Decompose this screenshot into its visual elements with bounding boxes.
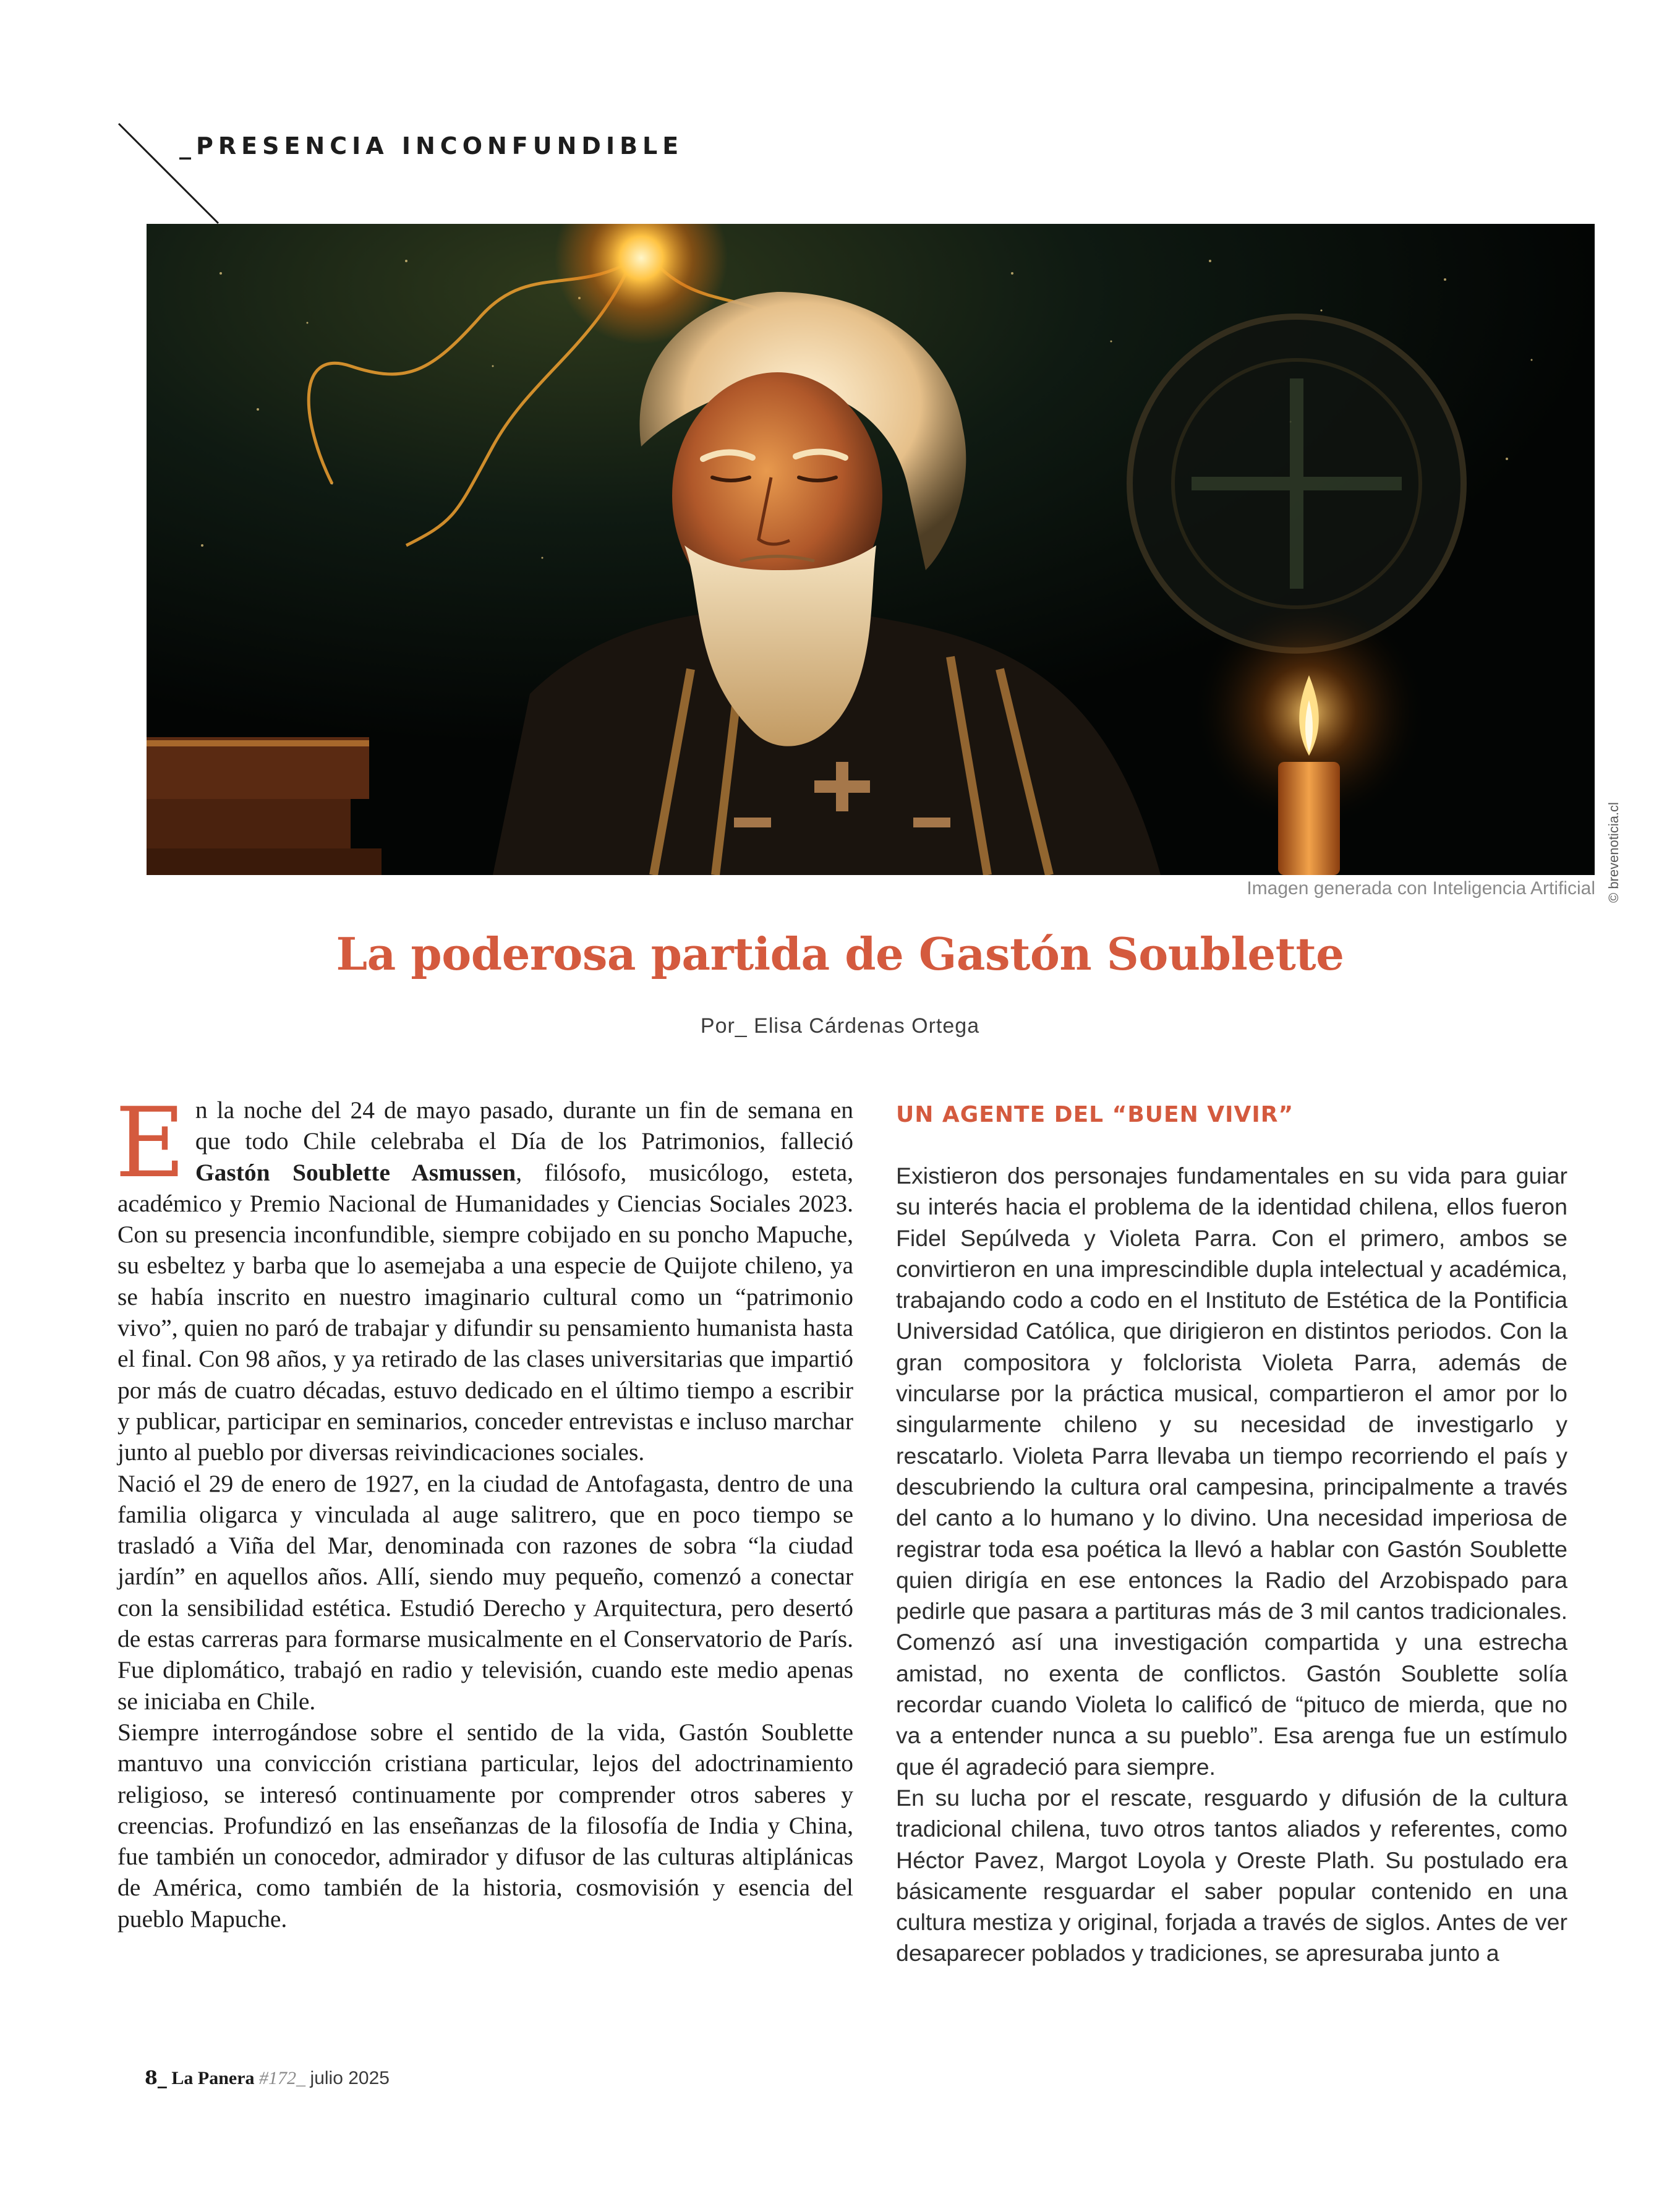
hero-illustration [147, 224, 1595, 875]
section-label: _PRESENCIA INCONFUNDIBLE [179, 132, 684, 160]
page-number: 8_ [145, 2067, 167, 2089]
intro-paragraph [115, 1087, 853, 1468]
image-credit: © brevenoticia.cl [1606, 802, 1621, 903]
article-byline: Por_ Elisa Cárdenas Ortega [700, 1014, 980, 1038]
paragraph-birth: Nació el 29 de enero de 1927, en la ciudad de Antofagasta, dentro de una familia oligarca y vinculada al auge salitrero, que en poco tiempo se trasladó a Viña del Mar, denominada con razones de sobra “la ciudad jardín” en aquellos años. Allí, siendo muy pequeño, comenzó a conectar con la sensibilidad estética. Estudió Derecho y Arquitectura, pero desertó de estas carreras para formarse musicalmente en el Conservatorio de París. Fue diplomático, trabajó en radio y televisión, cuando este medio apenas se iniciaba en Chile. [117, 1469, 853, 1715]
page-footer [145, 2067, 390, 2089]
magazine-name: La Panera [171, 2068, 255, 2088]
intro-text-2: , filósofo, musicólogo, esteta, académico y Premio Nacional de Humanidades y Ciencias Sociales 2023. Con su presencia inconfundible, siempre cobijado en su poncho Mapuche, su esbeltez y barba que lo asemejaba a una especie de Quijote chileno, ya se había inscrito en nuestro imaginario cultural como un “patrimonio vivo”, quien no paró de trabajar y difundir su pensamiento humanista hasta el final. Con 98 años, y ya retirado de las clases universitarias que impartió por más de cuatro décadas, estuvo dedicado en el último tiempo a escribir y publicar, participar en seminarios, conceder entrevistas e incluso marchar junto al pueblo por diversas reivindicaciones sociales. [117, 1158, 853, 1466]
paragraph-beliefs: Siempre interrogándose sobre el sentido de la vida, Gastón Soublette mantuvo una convicción cristiana particular, lejos del adoctrinamiento religioso, se interesó continuamente por comprender otros saberes y creencias. Profundizó en las enseñanzas de la filosofía de India y China, fue también un conocedor, admirador y difusor de las culturas altiplánicas de América, como también de la historia, cosmovisión y esencia del pueblo Mapuche. [117, 1718, 853, 1933]
drop-cap: E [115, 1087, 185, 1199]
article-left-column [115, 1087, 853, 1991]
subject-name: Gastón Soublette Asmussen [195, 1158, 516, 1186]
section-subhead: UN AGENTE DEL “BUEN VIVIR” [896, 1102, 1294, 1127]
intro-text-1: n la noche del 24 de mayo pasado, durante un fin de semana en que todo Chile celebraba el Día de los Patrimonios, falleció [195, 1096, 853, 1155]
paragraph-influences: Existieron dos personajes fundamentales en su vida para guiar su interés hacia el problema de la identidad chilena, ellos fueron Fidel Sepúlveda y Violeta Parra. Con el primero, ambos se convirtieron en una imprescindible dupla intelectual y académica, trabajando codo a codo en el Instituto de Estética de la Pontificia Universidad Católica, que dirigieron en distintos periodos. Con la gran compositora y folclorista Violeta Parra, además de vincularse por la práctica musical, compartieron el amor por lo singularmente chileno y su necesidad de investigarlo y rescatarlo. Violeta Parra llevaba un tiempo recorriendo el país y descubriendo la cultura oral campesina, principalmente a través del canto a lo humano y lo divino. Una necesidad imperiosa de registrar toda esa poética la llevó a hablar con Gastón Soublette quien dirigía en ese entonces la Radio del Arzobispado para pedirle que pasara a partituras más de 3 mil cantos tradicionales. Comenzó así una investigación compartida y una estrecha amistad, no exenta de conflictos. Gastón Soublette solía recordar cuando Violeta lo calificó de “pituco de mierda, que no va a entender nunca a su pueblo”. Esa arenga fue un estímulo que él agradeció para siempre. [896, 1163, 1567, 1780]
article-right-column [896, 1160, 1567, 1989]
paragraph-allies: En su lucha por el rescate, resguardo y difusión de la cultura tradicional chilena, tuvo otros tantos aliados y referentes, como Héctor Pavez, Margot Loyola y Oreste Plath. Su postulado era básicamente resguardar el saber popular contenido en una cultura mestiza y original, forjada a través de siglos. Antes de ver desaparecer poblados y tradiciones, se apresuraba junto a [896, 1784, 1567, 1967]
issue-number: #172_ [259, 2068, 306, 2088]
image-caption: Imagen generada con Inteligencia Artificial [1247, 878, 1595, 899]
issue-date: julio 2025 [310, 2068, 390, 2088]
article-headline: La poderosa partida de Gastón Soublette [336, 928, 1344, 980]
